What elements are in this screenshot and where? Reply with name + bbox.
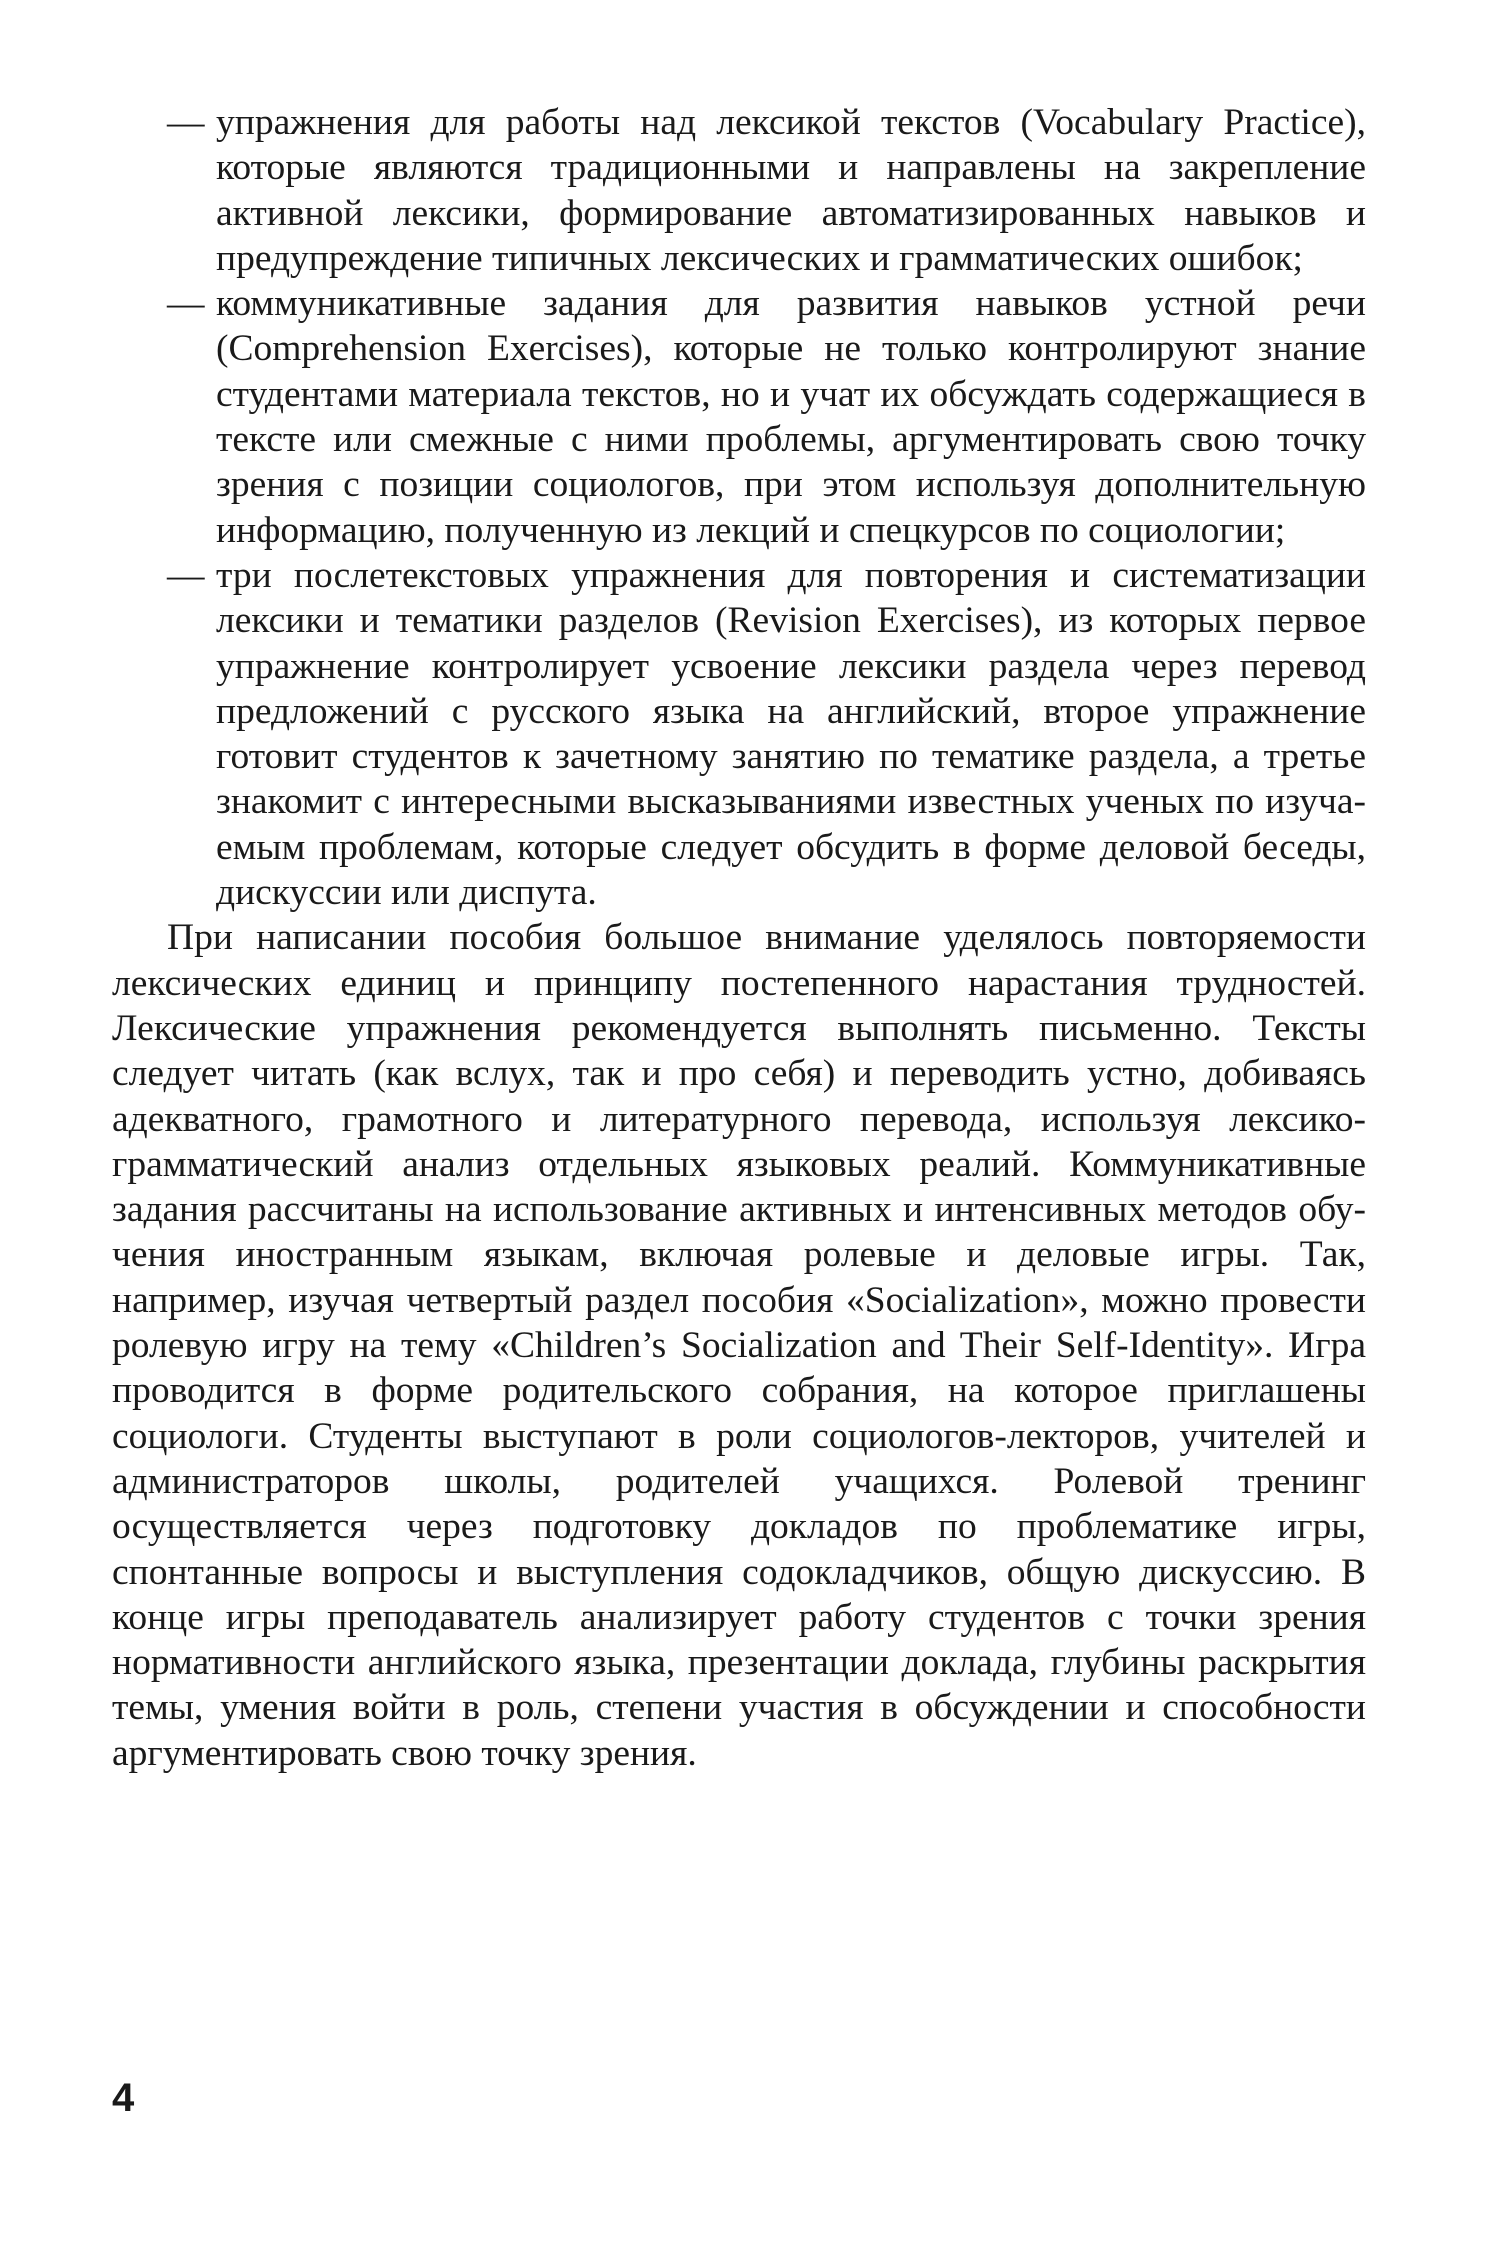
- dash-bullet: —: [167, 554, 205, 596]
- list-item: [112, 100, 1366, 281]
- list-item: [112, 553, 1366, 915]
- dash-bullet: —: [167, 102, 205, 143]
- body-text: [112, 100, 1366, 1776]
- list-item: [112, 281, 1366, 553]
- dash-bullet: —: [167, 283, 205, 325]
- list-item-text: три послетекстовых упражнения для повторения и систематизации лексики и тематики разделов (Revision Exercises), из которых первое упражнение контролирует усвоение лексики раздела через перевод предложений с русского языка на английский, второе упражнение готовит студентов к зачетному занятию по тематике раздела, а третье знакомит с интересными высказываниями известных ученых по изучаемым проблемам, которые следует обсудить в форме деловой беседы, дискуссии или диспута.: [216, 554, 1366, 914]
- list-item-text: упражнения для работы над лексикой текстов (Vocabulary Practice), которые являются традиционными и направлены на закрепление активной лексики, формирование автоматизированных навыков и предупреждение типичных лексических и грамматических ошибок;: [216, 102, 1366, 279]
- exercise-list: [112, 100, 1366, 915]
- body-paragraph: При написании пособия большое внимание уделялось повторяемости лексических единиц и принципу постепенного нарастания трудностей. Лексические упражнения рекомендуется выполнять письменно. Тексты следует читать (как вслух, так и про себя) и переводить устно, добиваясь адекватного, грамотного и литературного перевода, используя лексико-грамматический анализ отдельных языковых реалий. Коммуникативные задания рассчитаны на использование активных и интенсивных методов обучения иностранным языкам, включая ролевые и деловые игры. Так, например, изучая четвертый раздел пособия «Socialization», можно провести ролевую игру на тему «Children’s Socialization and Their Self-Identity». Игра проводится в форме родительского собрания, на которое приглашены социологи. Студенты выступают в роли социологов-лекторов, учителей и администраторов школы, родителей учащихся. Ролевой тренинг осуществляется через подготовку докладов по проблематике игры, спонтанные вопросы и выступления содокладчиков, общую дискуссию. В конце игры преподаватель анализирует работу студентов с точки зрения нормативности английского языка, презентации доклада, глубины раскрытия темы, умения войти в роль, степени участия в обсуждении и способности аргументировать свою точку зрения.: [112, 917, 1366, 1774]
- page-number: 4: [112, 2076, 135, 2120]
- list-item-text: коммуникативные задания для развития навыков устной речи (Comprehension Exercises), которые не только контролируют знание студентами материала текстов, но и учат их обсуждать содержащиеся в тексте или смежные с ними проблемы, аргументировать свою точку зрения с позиции социологов, при этом используя дополнительную информацию, полученную из лекций и спецкурсов по социологии;: [216, 283, 1366, 551]
